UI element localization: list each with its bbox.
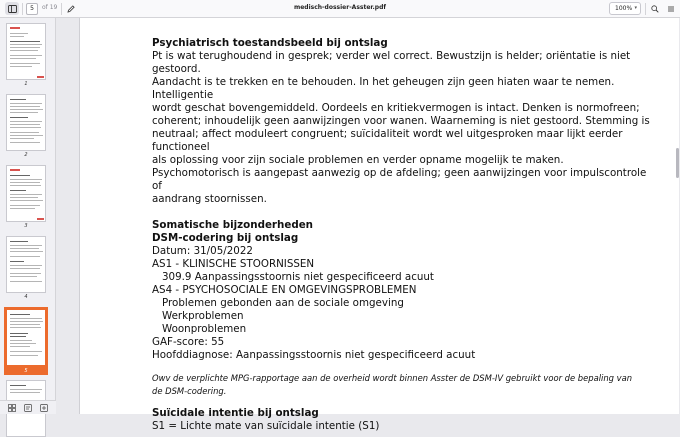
thumbnail-label: 4 (24, 294, 28, 300)
zoom-level: 100% (615, 5, 633, 12)
paragraph-line: coherent; inhoudelijk geen aanwijzingen voor wanen. Waarneming is niet gestoord. Stemming is (152, 115, 650, 127)
menu-icon (667, 5, 675, 13)
outline-view-icon[interactable] (24, 404, 32, 412)
main-diagnosis: Hoofddiagnose: Aanpassingsstoornis niet gespecificeerd acuut (152, 349, 476, 361)
thumbnail-label: 1 (24, 81, 28, 87)
search-icon (651, 5, 659, 13)
chevron-down-icon: ▾ (634, 5, 637, 11)
note-line: Owv de verplichte MPG-rapportage aan de overheid wordt binnen Asster de DSM-IV gebruikt voor de bepaling van (152, 373, 633, 383)
section-heading: Somatische bijzonderheden (152, 219, 314, 231)
document-title: medisch-dossier-Asster.pdf (293, 4, 386, 11)
thumbnail-image (6, 309, 46, 366)
thumbnail-sidebar (0, 18, 56, 414)
zoom-select[interactable] (609, 2, 641, 15)
sidebar-view-switcher (0, 400, 56, 414)
pdf-toolbar (0, 0, 680, 18)
page-content (152, 37, 652, 433)
thumbnail-page-5[interactable] (4, 307, 48, 375)
thumbnail-label: 3 (24, 223, 28, 229)
thumbnail-label: 2 (24, 152, 28, 158)
scrollbar-thumb[interactable] (676, 148, 679, 178)
thumbnail-page-1[interactable] (6, 23, 46, 87)
toolbar-separator (645, 3, 646, 15)
menu-button[interactable] (664, 2, 678, 15)
document-viewer[interactable] (57, 18, 680, 432)
paragraph-line: wordt geschat bovengemiddeld. Oordeels en kritiekvermogen is intact. Denken is normofreen; (152, 102, 640, 114)
axis-item: Problemen gebonden aan de sociale omgeving (162, 297, 404, 309)
thumbnail-selection-frame (4, 307, 48, 368)
suicide-intent-line: S1 = Lichte mate van suïcidale intentie (S1) (152, 420, 380, 432)
date-line: Datum: 31/05/2022 (152, 245, 253, 257)
axis-heading: AS1 - KLINISCHE STOORNISSEN (152, 258, 315, 270)
section-heading: DSM-codering bij ontslag (152, 232, 299, 244)
paragraph-line: Pt is wat terughoudend in gesprek; verder wel correct. Bewustzijn is helder; oriëntatie is niet gestoord. (152, 50, 631, 75)
axis-heading: AS4 - PSYCHOSOCIALE EN OMGEVINGSPROBLEMEN (152, 284, 417, 296)
paragraph-line: neutraal; affect moduleert congruent; suïcidaliteit wordt wel uitgesproken maar lijkt eerder functioneel (152, 128, 623, 153)
thumbnails-view-icon[interactable] (8, 404, 16, 412)
search-button[interactable] (648, 2, 662, 15)
section-heading: Suïcidale intentie bij ontslag (152, 407, 319, 419)
note-line: de DSM-codering. (152, 386, 227, 396)
paragraph-line: Psychomotorisch is aangepast aanwezig op de afdeling; geen aanwijzingen voor impulscontrole of (152, 167, 647, 192)
axis-item: Werkproblemen (162, 310, 244, 322)
thumbnail-image (6, 94, 46, 151)
thumbnail-image (6, 236, 46, 293)
thumbnail-page-4[interactable] (6, 236, 46, 300)
paragraph-line: Aandacht is te trekken en te behouden. In het geheugen zijn geen hiaten waar te nemen. Intelligentie (152, 76, 615, 101)
section-heading: Psychiatrisch toestandsbeeld bij ontslag (152, 37, 388, 49)
attachments-icon[interactable] (40, 404, 48, 412)
thumbnail-image (6, 165, 46, 222)
paragraph-line: als oplossing voor zijn sociale problemen en verder opname mogelijk te maken. (152, 154, 564, 166)
thumbnail-label: 5 (4, 368, 48, 375)
axis-item: Woonproblemen (162, 323, 247, 335)
paragraph-line: aandrang stoornissen. (152, 193, 267, 205)
gaf-score: GAF-score: 55 (152, 336, 225, 348)
page-number-input[interactable]: 5 (26, 3, 38, 15)
axis-item: 309.9 Aanpassingsstoornis niet gespecificeerd acuut (162, 271, 434, 283)
thumbnail-page-3[interactable] (6, 165, 46, 229)
pdf-page (79, 18, 679, 432)
thumbnail-page-2[interactable] (6, 94, 46, 158)
thumbnail-image (6, 23, 46, 80)
page-count-label: of 19 (42, 4, 58, 11)
vertical-scrollbar[interactable] (676, 18, 680, 414)
